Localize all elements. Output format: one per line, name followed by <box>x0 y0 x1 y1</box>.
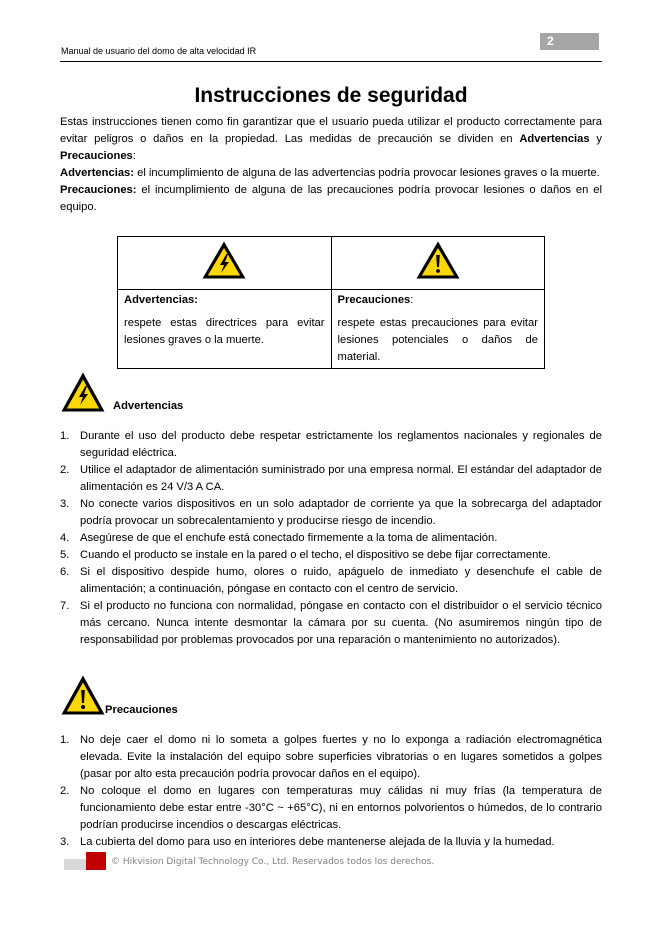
list-item-number: 1. <box>60 734 70 746</box>
list-item-text: Utilice el adaptador de alimentación suministrado por una empresa normal. El estándar del adaptador de alimentación es 24 V/3 A CA. <box>80 464 602 493</box>
warnings-list <box>60 428 602 649</box>
intro-section <box>60 114 602 216</box>
warnings-section-heading <box>60 371 460 417</box>
running-header: Manual de usuario del domo de alta velocidad IR <box>61 46 257 56</box>
table-warnings-label: Advertencias: <box>124 294 198 306</box>
list-item-text: Si el producto no funciona con normalidad, póngase en contacto con el distribuidor o el servicio técnico más cercano. Nunca intente desmontar la cámara por su cuenta. (No asumiremos ningún tipo de responsabilidad por problemas provocados por una reparación o mantenimiento no autorizados). <box>80 600 602 646</box>
list-item <box>60 530 602 547</box>
warnings-definition-text: el incumplimiento de alguna de las advertencias podría provocar lesiones graves o la muerte. <box>134 167 600 179</box>
cautions-list <box>60 732 602 851</box>
exclamation-caution-icon <box>415 240 461 280</box>
table-cautions-colon: : <box>410 294 414 306</box>
intro-term-cautions: Precauciones <box>60 150 133 162</box>
safety-symbols-table <box>117 236 545 369</box>
list-item-text: No deje caer el domo ni lo someta a golpes fuertes y no lo exponga a radiación electromagnética elevada. Evite la instalación del equipo sobre superficies vibratorias o en lugares sometidos a golpes (pasar por alto esta precaución podría provocar daños en el equipo). <box>80 734 602 780</box>
list-item-text: Cuando el producto se instale en la pared o el techo, el dispositivo se debe fijar correctamente. <box>80 549 551 561</box>
intro-conjunction: y <box>589 133 602 145</box>
footer-red-block <box>86 852 106 870</box>
list-item <box>60 598 602 649</box>
page-number: 2 <box>540 33 599 50</box>
list-item-text: La cubierta del domo para uso en interiores debe mantenerse alejada de la lluvia y la humedad. <box>80 836 555 848</box>
exclamation-caution-icon <box>60 674 106 716</box>
warnings-heading: Advertencias <box>113 400 184 412</box>
cautions-definition <box>60 182 602 216</box>
intro-paragraph <box>60 114 602 165</box>
list-item-number: 5. <box>60 549 70 561</box>
footer-gray-block <box>64 859 86 870</box>
warnings-definition <box>60 165 602 182</box>
list-item-number: 2. <box>60 464 70 476</box>
list-item <box>60 462 602 496</box>
cautions-section-heading <box>60 674 460 720</box>
table-cautions-label: Precauciones <box>337 294 411 306</box>
list-item <box>60 547 602 564</box>
intro-colon: : <box>132 150 136 162</box>
list-item <box>60 732 602 783</box>
warnings-definition-label: Advertencias: <box>60 167 134 179</box>
table-warnings-text: respete estas directrices para evitar lesiones graves o la muerte. <box>124 317 325 346</box>
table-cell-cautions <box>331 290 545 369</box>
electric-warning-icon <box>201 240 247 280</box>
list-item-number: 6. <box>60 566 70 578</box>
list-item-text: No coloque el domo en lugares con temperaturas muy cálidas ni muy frías (la temperatura de funcionamiento debe estar entre -30°C ~ +65°C), ni en entornos polvorientos o húmedos, de lo contrario podrían producirse incendios o descargas eléctricas. <box>80 785 602 831</box>
list-item-number: 3. <box>60 836 70 848</box>
intro-term-warnings: Advertencias <box>519 133 590 145</box>
list-item-number: 4. <box>60 532 70 544</box>
list-item-number: 2. <box>60 785 70 797</box>
table-cell-caution-icon <box>331 237 545 290</box>
cautions-definition-text: el incumplimiento de alguna de las precauciones podría provocar lesiones o daños en el equipo. <box>60 184 602 213</box>
list-item <box>60 783 602 834</box>
table-cautions-heading <box>338 292 539 309</box>
electric-warning-icon <box>60 371 106 413</box>
cautions-heading: Precauciones <box>105 704 178 716</box>
header-divider <box>60 61 602 62</box>
list-item <box>60 428 602 462</box>
list-item <box>60 564 602 598</box>
table-cautions-text: respete estas precauciones para evitar lesiones potenciales o daños de material. <box>337 317 538 363</box>
table-cell-warning-icon <box>118 237 332 290</box>
list-item-text: No conecte varios dispositivos en un solo adaptador de corriente ya que la sobrecarga del adaptador podría provocar un sobrecalentamiento y producirse riesgo de incendio. <box>80 498 602 527</box>
list-item <box>60 834 602 851</box>
footer-copyright: © Hikvision Digital Technology Co., Ltd. Reservados todos los derechos. <box>111 857 435 867</box>
table-warnings-heading <box>124 292 325 309</box>
page-title: Instrucciones de seguridad <box>194 84 468 107</box>
list-item-number: 7. <box>60 600 70 612</box>
table-cell-warnings <box>118 290 332 369</box>
list-item-text: Durante el uso del producto debe respetar estrictamente los reglamentos nacionales y regionales de seguridad eléctrica. <box>80 430 602 459</box>
list-item-number: 1. <box>60 430 70 442</box>
list-item-text: Asegúrese de que el enchufe está conectado firmemente a la toma de alimentación. <box>80 532 498 544</box>
list-item-text: Si el dispositivo despide humo, olores o ruido, apáguelo de inmediato y desenchufe el cable de alimentación; a continuación, póngase en contacto con el centro de servicio. <box>80 566 602 595</box>
cautions-definition-label: Precauciones: <box>60 184 137 196</box>
list-item <box>60 496 602 530</box>
intro-text: Estas instrucciones tienen como fin garantizar que el usuario pueda utilizar el producto correctamente para evitar peligros o daños en la propiedad. Las medidas de precaución se dividen en <box>60 116 602 145</box>
list-item-number: 3. <box>60 498 70 510</box>
